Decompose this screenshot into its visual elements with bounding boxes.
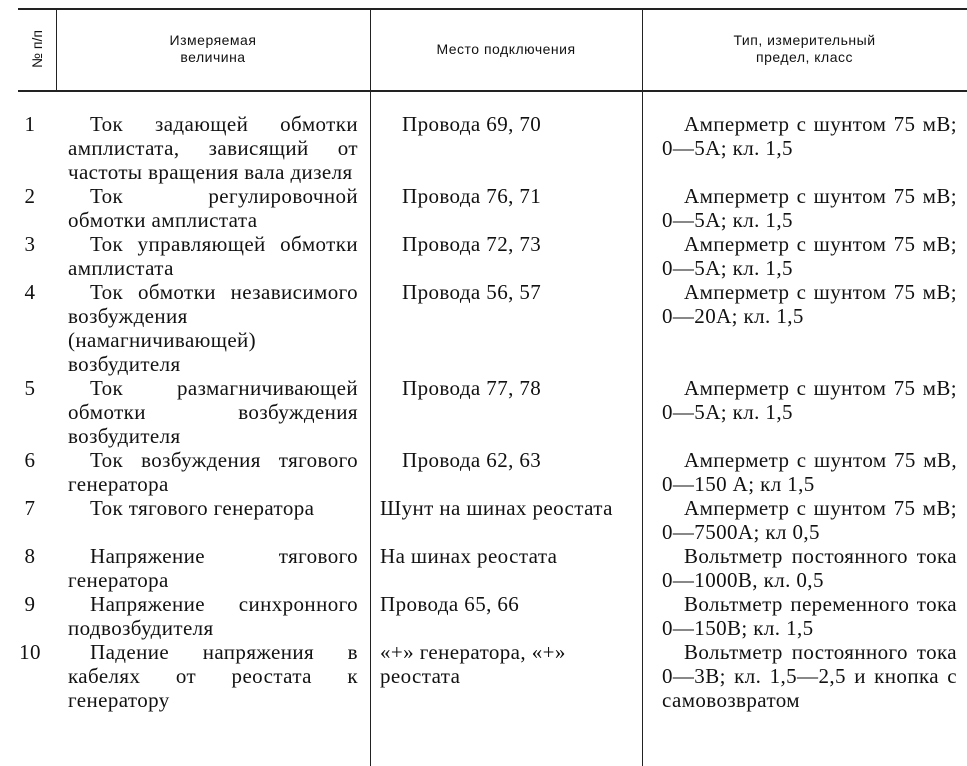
table-row [0, 376, 967, 448]
table-body [0, 112, 967, 712]
measured-quantity-cell [56, 544, 370, 592]
connection-place: Провода 69, 70 [402, 112, 542, 136]
instrument-type-cell [642, 232, 967, 280]
connection-place-cell [370, 184, 642, 232]
measured-quantity: Напряжение синхронного подвозбудителя [68, 592, 358, 640]
measured-quantity: Ток возбуждения тягового генератора [68, 448, 358, 496]
connection-place-cell [370, 376, 642, 448]
row-number-cell [0, 232, 56, 280]
connection-place-cell [370, 232, 642, 280]
instrument-type: Амперметр с шунтом 75 мВ; 0—5А; кл. 1,5 [662, 112, 957, 160]
table-row [0, 592, 967, 640]
connection-place-cell [370, 280, 642, 376]
instrument-type-cell [642, 184, 967, 232]
measured-quantity: Напряжение тягового генератора [68, 544, 358, 592]
row-number: 9 [24, 592, 36, 616]
instrument-type: Амперметр с шунтом 75 мВ; 0—5А; кл. 1,5 [662, 184, 957, 232]
table-row [0, 232, 967, 280]
header-type: Тип, измерительный предел, класс [733, 32, 876, 65]
measured-quantity-cell [56, 448, 370, 496]
instrument-type-cell [642, 496, 967, 544]
connection-place: Провода 65, 66 [380, 592, 520, 616]
table-row [0, 640, 967, 712]
instrument-type-cell [642, 592, 967, 640]
connection-place: Провода 76, 71 [402, 184, 542, 208]
row-number: 10 [19, 640, 41, 664]
measured-quantity-cell [56, 640, 370, 712]
row-number: 7 [24, 496, 36, 520]
instrument-type: Амперметр с шунтом 75 мВ; 0—7500А; кл 0,5 [662, 496, 957, 544]
table-row [0, 184, 967, 232]
instrument-type-cell [642, 280, 967, 376]
connection-place-cell [370, 640, 642, 712]
measured-quantity-cell [56, 592, 370, 640]
instrument-type-cell [642, 112, 967, 184]
header-quantity: Измеряемая величина [169, 32, 257, 65]
row-number-cell [0, 184, 56, 232]
measured-quantity-cell [56, 496, 370, 544]
row-number: 2 [24, 184, 36, 208]
connection-place: Провода 62, 63 [402, 448, 542, 472]
measured-quantity: Ток задающей обмотки амплистата, зависящий от частоты вращения вала дизеля [68, 112, 358, 184]
measured-quantity-cell [56, 376, 370, 448]
measured-quantity-cell [56, 112, 370, 184]
instrument-type: Амперметр с шунтом 75 мВ; 0—20А; кл. 1,5 [662, 280, 957, 328]
header-place: Место подключения [436, 40, 576, 57]
instrument-type: Вольтметр переменного тока 0—150В; кл. 1,5 [662, 592, 957, 640]
header-number: № п/п [29, 30, 45, 68]
instrument-type: Амперметр с шунтом 75 мВ; 0—5А; кл. 1,5 [662, 376, 957, 424]
connection-place-cell [370, 544, 642, 592]
table-row [0, 280, 967, 376]
instrument-type-cell [642, 544, 967, 592]
instrument-type: Амперметр с шунтом 75 мВ, 0—150 А; кл 1,5 [662, 448, 957, 496]
connection-place: Провода 77, 78 [402, 376, 542, 400]
row-number-cell [0, 544, 56, 592]
measured-quantity-cell [56, 232, 370, 280]
measured-quantity: Ток управляющей обмотки амплистата [68, 232, 358, 280]
connection-place-cell [370, 112, 642, 184]
table-row [0, 112, 967, 184]
measured-quantity: Падение напряжения в кабелях от реостата к генератору [68, 640, 358, 712]
row-number: 5 [24, 376, 36, 400]
instrument-type: Вольтметр постоянного тока 0—1000В, кл. 0,5 [662, 544, 957, 592]
measured-quantity: Ток регулировочной обмотки амплистата [68, 184, 358, 232]
connection-place: «+» генератора, «+» реостата [380, 640, 566, 688]
instrument-type-cell [642, 640, 967, 712]
instrument-type: Амперметр с шунтом 75 мВ; 0—5А; кл. 1,5 [662, 232, 957, 280]
connection-place-cell [370, 496, 642, 544]
table-row [0, 496, 967, 544]
row-number-cell [0, 376, 56, 448]
table-row [0, 544, 967, 592]
measured-quantity-cell [56, 280, 370, 376]
row-number-cell [0, 496, 56, 544]
connection-place-cell [370, 448, 642, 496]
row-number: 8 [24, 544, 36, 568]
connection-place: На шинах реостата [380, 544, 558, 568]
header-bottom-border [18, 90, 967, 92]
row-number-cell [0, 280, 56, 376]
row-number-cell [0, 112, 56, 184]
measured-quantity: Ток обмотки независимого возбуждения (намагничивающей) возбудителя [68, 280, 358, 376]
row-number-cell [0, 448, 56, 496]
instrument-type-cell [642, 376, 967, 448]
connection-place: Шунт на шинах реостата [380, 496, 613, 520]
table-row [0, 448, 967, 496]
measured-quantity: Ток тягового генератора [90, 496, 315, 520]
row-number: 3 [24, 232, 36, 256]
connection-place-cell [370, 592, 642, 640]
row-number: 1 [24, 112, 36, 136]
row-number: 6 [24, 448, 36, 472]
instrument-type: Вольтметр постоянного тока 0—3В; кл. 1,5—2,5 и кнопка с самовозвратом [662, 640, 957, 712]
row-number-cell [0, 640, 56, 712]
measured-quantity-cell [56, 184, 370, 232]
connection-place: Провода 72, 73 [402, 232, 542, 256]
instrument-type-cell [642, 448, 967, 496]
row-number: 4 [24, 280, 36, 304]
row-number-cell [0, 592, 56, 640]
connection-place: Провода 56, 57 [402, 280, 542, 304]
measured-quantity: Ток размагничивающей обмотки возбуждения возбудителя [68, 376, 358, 448]
